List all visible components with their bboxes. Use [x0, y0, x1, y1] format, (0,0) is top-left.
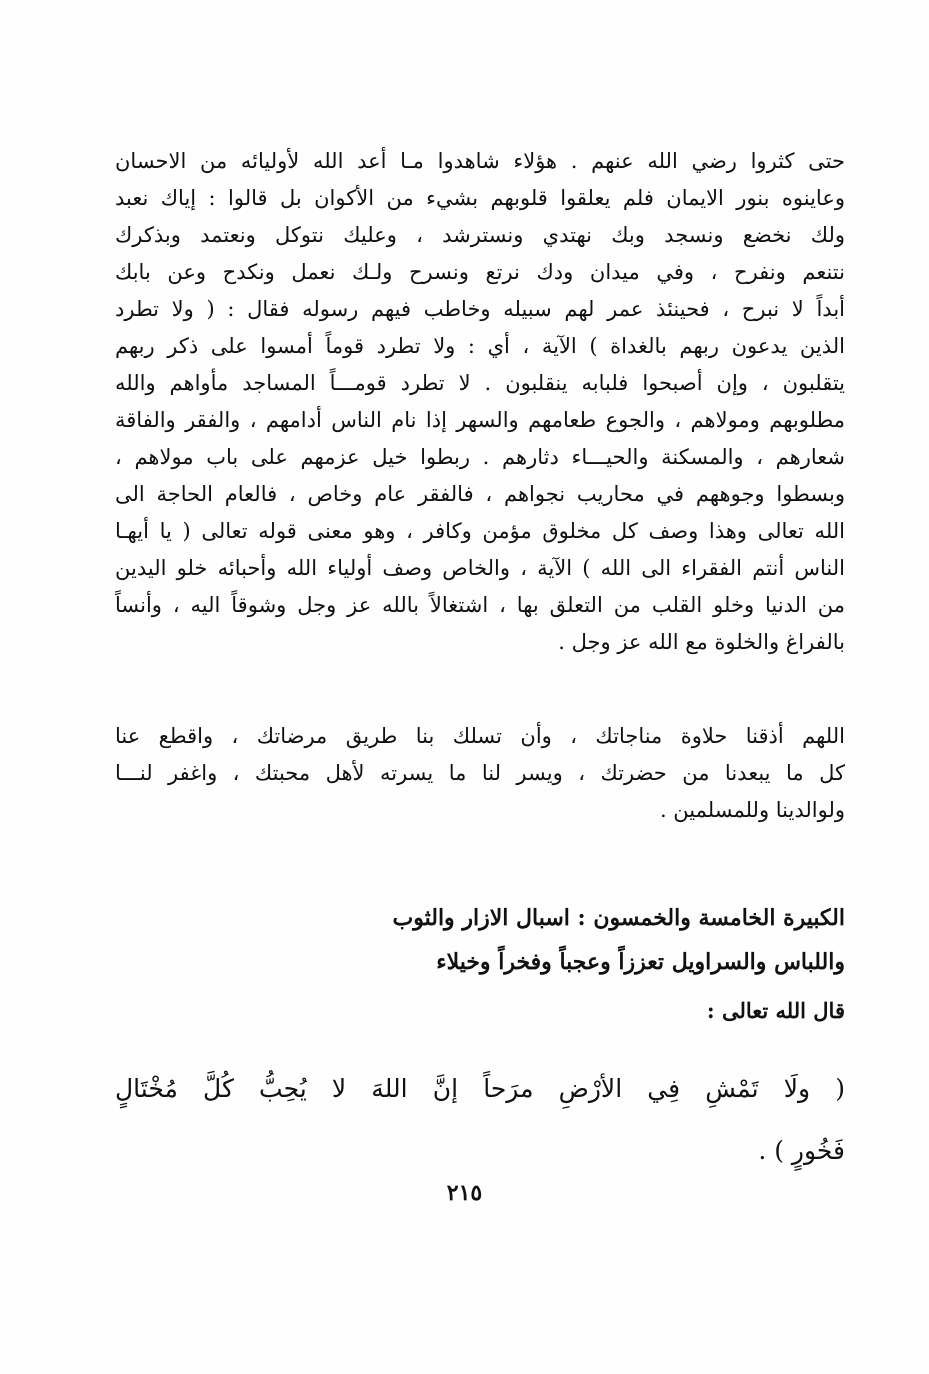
paragraph-line: الناس أنتم الفقراء الى الله ) الآية ، والخاص وصف أولياء الله وأحبائه خلو اليدين	[115, 556, 845, 580]
verse-intro	[115, 992, 845, 1029]
verse-line: ( ولَا تَمْشِ فِي الأرْضِ مرَحاً إنَّ اللهَ لا يُحِبُّ كُلَّ مُخْتَالٍ	[115, 1074, 845, 1103]
paragraph-line: الذين يدعون ربهم بالغداة ) الآية ، أي : ولا تطرد قوماً أمسوا على ذكر ربهم	[115, 334, 845, 358]
paragraph-line: من الدنيا وخلو القلب من التعلق بها ، اشتغالاً بالله عز وجل وشوقاً اليه ، وأنساً	[115, 593, 845, 617]
paragraph-line: حتى كثروا رضي الله عنهم . هؤلاء شاهدوا مـا أعد الله لأوليائه من الاحسان	[115, 149, 845, 173]
paragraph-line: ولك نخضع ونسجد وبك نهتدي ونسترشد ، وعليك نتوكل ونعتمد وبذكرك	[115, 223, 845, 247]
paragraph-line: ولوالدينا وللمسلمين .	[659, 798, 845, 822]
paragraph-line: نتنعم ونفرح ، وفي ميدان ودك نرتع ونسرح ولـك نعمل ونكدح وعن بابك	[115, 260, 845, 284]
paragraph-line: الله تعالى وهذا وصف كل مخلوق مؤمن وكافر ، وهو معنى قوله تعالى ( يا أيهـا	[115, 519, 845, 543]
paragraph-line: اللهم أذقنا حلاوة مناجاتك ، وأن تسلك بنا طريق مرضاتك ، واقطع عنا	[115, 724, 845, 748]
paragraph-line: بالفراغ والخلوة مع الله عز وجل .	[558, 630, 845, 654]
intro-line: قال الله تعالى :	[706, 998, 845, 1023]
quran-verse	[115, 1058, 845, 1182]
paragraph-main	[115, 143, 845, 661]
paragraph-line: مطلوبهم ومولاهم ، والجوع طعامهم والسهر إذا نام الناس أدامهم ، والفقر والفاقة	[115, 408, 845, 432]
paragraph-line: وعاينوه بنور الايمان فلم يعلقوا قلوبهم بشيء من الأكوان بل قالوا : إياك نعبد	[115, 186, 845, 210]
page-number: ٢١٥	[446, 1180, 483, 1206]
paragraph-line: كل ما يبعدنا من حضرتك ، ويسر لنا ما يسرته لأهل محبتك ، واغفر لنـــا	[115, 761, 845, 785]
paragraph-line: يتقلبون ، وإن أصبحوا فلبابه ينقلبون . لا تطرد قومـــاً المساجد مأواهم والله	[115, 371, 845, 395]
heading-line: الكبيرة الخامسة والخمسون : اسبال الازار والثوب	[392, 905, 845, 931]
paragraph-line: وبسطوا وجوههم في محاريب نجواهم ، فالفقر عام وخاص ، فالعام الحاجة الى	[115, 482, 845, 506]
verse-line: فَخُورٍ ) .	[758, 1136, 845, 1165]
paragraph-line: أبداً لا نبرح ، فحينئذ عمر لهم سبيله وخاطب فيهم رسوله فقال : ( ولا تطرد	[115, 297, 845, 321]
paragraph-prayer	[115, 718, 845, 829]
heading-line: واللباس والسراويل تعززاً وعجباً وفخراً وخيلاء	[436, 949, 845, 975]
paragraph-line: شعارهم ، والمسكنة والحيـــاء دثارهم . ربطوا خيل عزمهم على باب مولاهم ،	[115, 445, 845, 469]
section-heading	[115, 896, 845, 984]
